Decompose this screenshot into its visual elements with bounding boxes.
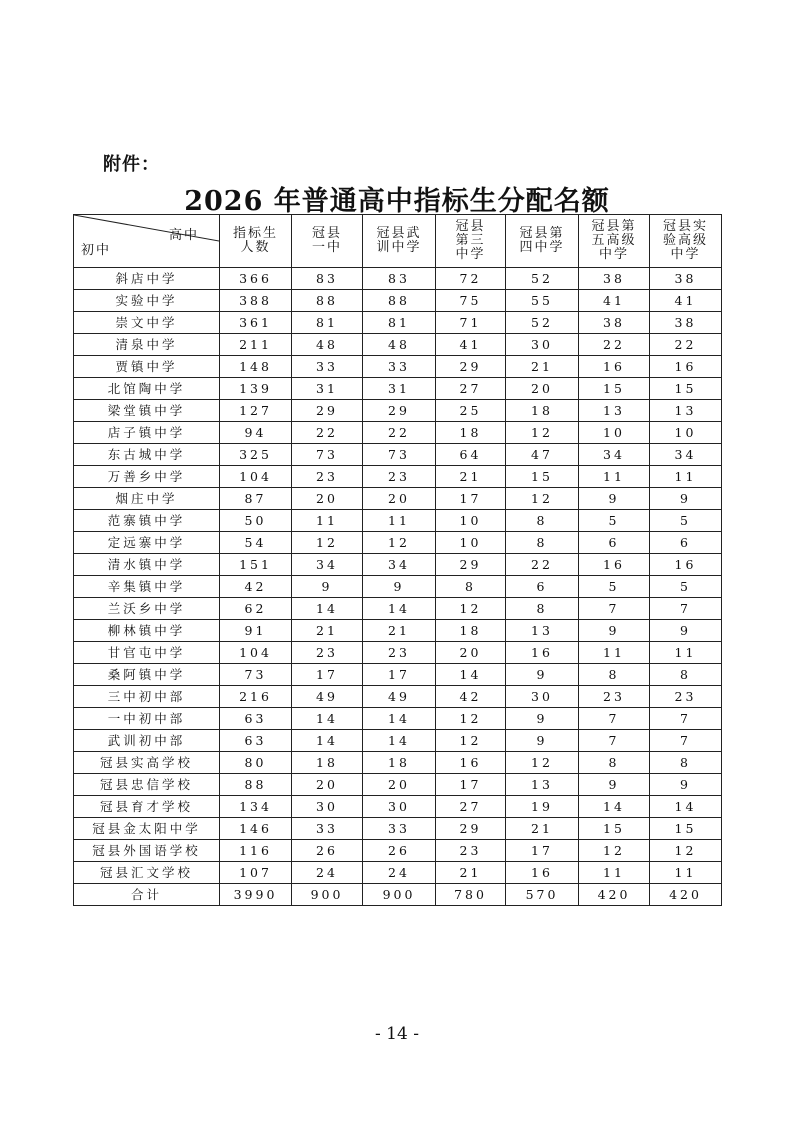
quota-value-cell: 20 (292, 774, 363, 796)
quota-value-cell: 27 (436, 378, 506, 400)
quota-value-cell: 17 (363, 664, 436, 686)
quota-value-cell: 50 (220, 510, 292, 532)
quota-value-cell: 26 (292, 840, 363, 862)
quota-value-cell: 900 (292, 884, 363, 906)
quota-value-cell: 14 (363, 730, 436, 752)
quota-value-cell: 15 (650, 818, 722, 840)
quota-value-cell: 49 (363, 686, 436, 708)
quota-value-cell: 73 (292, 444, 363, 466)
quota-value-cell: 83 (292, 268, 363, 290)
table-row (74, 774, 722, 796)
table-row (74, 620, 722, 642)
school-name-cell: 三中初中部 (74, 686, 220, 708)
school-name-cell: 贾镇中学 (74, 356, 220, 378)
quota-value-cell: 33 (363, 356, 436, 378)
quota-value-cell: 8 (650, 664, 722, 686)
school-name-cell: 辛集镇中学 (74, 576, 220, 598)
quota-value-cell: 7 (579, 730, 650, 752)
school-name-cell: 清泉中学 (74, 334, 220, 356)
quota-value-cell: 29 (292, 400, 363, 422)
quota-value-cell: 23 (363, 466, 436, 488)
school-name-cell: 一中初中部 (74, 708, 220, 730)
table-row (74, 488, 722, 510)
quota-value-cell: 18 (436, 620, 506, 642)
quota-value-cell: 11 (650, 642, 722, 664)
quota-value-cell: 420 (650, 884, 722, 906)
table-header-row (74, 215, 722, 268)
quota-value-cell: 6 (506, 576, 579, 598)
quota-value-cell: 30 (506, 334, 579, 356)
school-name-cell: 冠县外国语学校 (74, 840, 220, 862)
page-number: - 14 - (375, 1024, 419, 1044)
quota-value-cell: 52 (506, 268, 579, 290)
quota-value-cell: 15 (579, 378, 650, 400)
quota-table (73, 214, 722, 906)
quota-value-cell: 20 (363, 774, 436, 796)
quota-value-cell: 3990 (220, 884, 292, 906)
quota-value-cell: 48 (363, 334, 436, 356)
table-row (74, 444, 722, 466)
quota-value-cell: 8 (506, 598, 579, 620)
table-row (74, 576, 722, 598)
quota-value-cell: 38 (579, 312, 650, 334)
school-name-cell: 东古城中学 (74, 444, 220, 466)
quota-value-cell: 20 (363, 488, 436, 510)
quota-value-cell: 21 (436, 862, 506, 884)
quota-value-cell: 570 (506, 884, 579, 906)
quota-value-cell: 21 (363, 620, 436, 642)
table-row (74, 686, 722, 708)
quota-value-cell: 7 (650, 730, 722, 752)
quota-value-cell: 21 (292, 620, 363, 642)
quota-value-cell: 15 (506, 466, 579, 488)
quota-value-cell: 22 (363, 422, 436, 444)
quota-value-cell: 33 (363, 818, 436, 840)
table-row (74, 510, 722, 532)
quota-value-cell: 10 (436, 532, 506, 554)
table-row (74, 290, 722, 312)
quota-value-cell: 42 (436, 686, 506, 708)
quota-value-cell: 13 (650, 400, 722, 422)
quota-value-cell: 10 (579, 422, 650, 444)
column-header: 指标生 人数 (220, 215, 292, 268)
quota-value-cell: 30 (292, 796, 363, 818)
quota-value-cell: 9 (506, 730, 579, 752)
school-name-cell: 桑阿镇中学 (74, 664, 220, 686)
school-name-cell: 烟庄中学 (74, 488, 220, 510)
quota-value-cell: 55 (506, 290, 579, 312)
quota-value-cell: 81 (363, 312, 436, 334)
quota-value-cell: 211 (220, 334, 292, 356)
quota-value-cell: 22 (650, 334, 722, 356)
quota-value-cell: 21 (506, 818, 579, 840)
quota-value-cell: 73 (363, 444, 436, 466)
quota-value-cell: 23 (436, 840, 506, 862)
quota-value-cell: 5 (579, 576, 650, 598)
quota-value-cell: 16 (579, 554, 650, 576)
quota-value-cell: 16 (436, 752, 506, 774)
quota-value-cell: 13 (579, 400, 650, 422)
quota-value-cell: 38 (579, 268, 650, 290)
table-row (74, 664, 722, 686)
quota-value-cell: 20 (506, 378, 579, 400)
quota-value-cell: 134 (220, 796, 292, 818)
quota-value-cell: 71 (436, 312, 506, 334)
quota-value-cell: 21 (436, 466, 506, 488)
quota-value-cell: 33 (292, 356, 363, 378)
quota-value-cell: 41 (650, 290, 722, 312)
quota-value-cell: 104 (220, 466, 292, 488)
quota-value-cell: 325 (220, 444, 292, 466)
table-row (74, 312, 722, 334)
quota-value-cell: 151 (220, 554, 292, 576)
quota-value-cell: 29 (363, 400, 436, 422)
quota-value-cell: 16 (579, 356, 650, 378)
quota-value-cell: 14 (650, 796, 722, 818)
corner-label-high-school: 高中 (168, 228, 199, 243)
quota-value-cell: 11 (363, 510, 436, 532)
table-row (74, 532, 722, 554)
quota-value-cell: 116 (220, 840, 292, 862)
quota-value-cell: 34 (363, 554, 436, 576)
quota-value-cell: 11 (579, 466, 650, 488)
quota-value-cell: 12 (292, 532, 363, 554)
table-row (74, 730, 722, 752)
quota-value-cell: 81 (292, 312, 363, 334)
corner-label-junior-school: 初中 (81, 243, 112, 258)
quota-value-cell: 34 (292, 554, 363, 576)
quota-value-cell: 14 (363, 598, 436, 620)
quota-value-cell: 91 (220, 620, 292, 642)
quota-value-cell: 73 (220, 664, 292, 686)
school-name-cell: 冠县育才学校 (74, 796, 220, 818)
quota-value-cell: 31 (292, 378, 363, 400)
quota-value-cell: 33 (292, 818, 363, 840)
quota-value-cell: 19 (506, 796, 579, 818)
school-name-cell: 万善乡中学 (74, 466, 220, 488)
quota-value-cell: 9 (506, 708, 579, 730)
quota-value-cell: 9 (650, 620, 722, 642)
quota-value-cell: 104 (220, 642, 292, 664)
quota-value-cell: 20 (436, 642, 506, 664)
school-name-cell: 冠县实高学校 (74, 752, 220, 774)
quota-value-cell: 148 (220, 356, 292, 378)
quota-value-cell: 25 (436, 400, 506, 422)
quota-value-cell: 6 (579, 532, 650, 554)
quota-value-cell: 27 (436, 796, 506, 818)
quota-value-cell: 75 (436, 290, 506, 312)
quota-value-cell: 366 (220, 268, 292, 290)
quota-value-cell: 8 (650, 752, 722, 774)
school-name-cell: 冠县汇文学校 (74, 862, 220, 884)
quota-value-cell: 12 (506, 752, 579, 774)
table-row (74, 840, 722, 862)
quota-value-cell: 41 (579, 290, 650, 312)
quota-value-cell: 63 (220, 708, 292, 730)
quota-value-cell: 30 (506, 686, 579, 708)
school-name-cell: 崇文中学 (74, 312, 220, 334)
column-header: 冠县武 训中学 (363, 215, 436, 268)
table-row (74, 422, 722, 444)
quota-value-cell: 17 (292, 664, 363, 686)
quota-value-cell: 9 (506, 664, 579, 686)
quota-value-cell: 22 (506, 554, 579, 576)
quota-value-cell: 18 (436, 422, 506, 444)
quota-value-cell: 16 (506, 862, 579, 884)
quota-value-cell: 64 (436, 444, 506, 466)
quota-value-cell: 63 (220, 730, 292, 752)
quota-value-cell: 20 (292, 488, 363, 510)
quota-value-cell: 14 (292, 598, 363, 620)
attachment-label: 附件： (103, 154, 160, 175)
quota-value-cell: 12 (650, 840, 722, 862)
quota-value-cell: 13 (506, 774, 579, 796)
quota-value-cell: 23 (579, 686, 650, 708)
column-header: 冠县 第三 中学 (436, 215, 506, 268)
school-name-cell: 店子镇中学 (74, 422, 220, 444)
quota-value-cell: 7 (579, 708, 650, 730)
table-row (74, 268, 722, 290)
quota-value-cell: 107 (220, 862, 292, 884)
quota-value-cell: 38 (650, 268, 722, 290)
quota-value-cell: 23 (650, 686, 722, 708)
quota-value-cell: 5 (650, 510, 722, 532)
school-name-cell: 武训初中部 (74, 730, 220, 752)
column-header: 冠县第 四中学 (506, 215, 579, 268)
quota-value-cell: 21 (506, 356, 579, 378)
quota-value-cell: 146 (220, 818, 292, 840)
table-row (74, 796, 722, 818)
quota-value-cell: 127 (220, 400, 292, 422)
quota-value-cell: 9 (579, 774, 650, 796)
quota-value-cell: 62 (220, 598, 292, 620)
table-row (74, 378, 722, 400)
quota-value-cell: 12 (579, 840, 650, 862)
quota-value-cell: 11 (579, 642, 650, 664)
quota-value-cell: 18 (292, 752, 363, 774)
school-name-cell: 柳林镇中学 (74, 620, 220, 642)
table-row (74, 862, 722, 884)
table-row (74, 642, 722, 664)
school-name-cell: 兰沃乡中学 (74, 598, 220, 620)
table-row (74, 334, 722, 356)
quota-value-cell: 13 (506, 620, 579, 642)
quota-value-cell: 14 (436, 664, 506, 686)
quota-value-cell: 83 (363, 268, 436, 290)
school-name-cell: 甘官屯中学 (74, 642, 220, 664)
quota-value-cell: 14 (292, 708, 363, 730)
quota-value-cell: 10 (650, 422, 722, 444)
column-header: 冠县 一中 (292, 215, 363, 268)
table-row (74, 466, 722, 488)
quota-value-cell: 9 (650, 774, 722, 796)
quota-value-cell: 88 (363, 290, 436, 312)
quota-value-cell: 42 (220, 576, 292, 598)
quota-value-cell: 41 (436, 334, 506, 356)
table-body (74, 268, 722, 906)
column-header: 冠县第 五高级 中学 (579, 215, 650, 268)
quota-value-cell: 12 (436, 708, 506, 730)
quota-value-cell: 15 (579, 818, 650, 840)
quota-value-cell: 23 (292, 466, 363, 488)
quota-value-cell: 7 (650, 708, 722, 730)
quota-value-cell: 48 (292, 334, 363, 356)
quota-value-cell: 29 (436, 554, 506, 576)
quota-value-cell: 8 (506, 510, 579, 532)
table-row (74, 554, 722, 576)
quota-value-cell: 87 (220, 488, 292, 510)
quota-value-cell: 15 (650, 378, 722, 400)
school-name-cell: 范寨镇中学 (74, 510, 220, 532)
quota-value-cell: 9 (579, 620, 650, 642)
quota-value-cell: 24 (363, 862, 436, 884)
table-row (74, 400, 722, 422)
quota-value-cell: 216 (220, 686, 292, 708)
quota-value-cell: 7 (650, 598, 722, 620)
school-name-cell: 实验中学 (74, 290, 220, 312)
school-name-cell: 北馆陶中学 (74, 378, 220, 400)
quota-value-cell: 18 (363, 752, 436, 774)
corner-header-cell (74, 215, 220, 268)
quota-value-cell: 38 (650, 312, 722, 334)
quota-value-cell: 22 (579, 334, 650, 356)
quota-value-cell: 14 (363, 708, 436, 730)
quota-value-cell: 420 (579, 884, 650, 906)
column-header: 冠县实 验高级 中学 (650, 215, 722, 268)
school-name-cell: 清水镇中学 (74, 554, 220, 576)
quota-value-cell: 14 (292, 730, 363, 752)
quota-value-cell: 23 (292, 642, 363, 664)
quota-value-cell: 54 (220, 532, 292, 554)
quota-value-cell: 900 (363, 884, 436, 906)
quota-value-cell: 17 (436, 774, 506, 796)
quota-value-cell: 9 (292, 576, 363, 598)
quota-value-cell: 5 (579, 510, 650, 532)
quota-value-cell: 47 (506, 444, 579, 466)
quota-value-cell: 23 (363, 642, 436, 664)
school-name-cell: 斜店中学 (74, 268, 220, 290)
table-row (74, 356, 722, 378)
school-name-cell: 合计 (74, 884, 220, 906)
quota-value-cell: 12 (363, 532, 436, 554)
quota-value-cell: 8 (579, 752, 650, 774)
school-name-cell: 冠县忠信学校 (74, 774, 220, 796)
quota-value-cell: 8 (436, 576, 506, 598)
quota-value-cell: 16 (650, 554, 722, 576)
quota-value-cell: 88 (292, 290, 363, 312)
quota-value-cell: 9 (579, 488, 650, 510)
quota-value-cell: 8 (579, 664, 650, 686)
quota-value-cell: 9 (650, 488, 722, 510)
school-name-cell: 定远寨中学 (74, 532, 220, 554)
quota-value-cell: 94 (220, 422, 292, 444)
table-row (74, 708, 722, 730)
quota-value-cell: 22 (292, 422, 363, 444)
quota-value-cell: 12 (506, 422, 579, 444)
school-name-cell: 冠县金太阳中学 (74, 818, 220, 840)
quota-value-cell: 16 (506, 642, 579, 664)
quota-value-cell: 49 (292, 686, 363, 708)
quota-value-cell: 11 (650, 862, 722, 884)
quota-value-cell: 17 (436, 488, 506, 510)
quota-value-cell: 72 (436, 268, 506, 290)
total-row (74, 884, 722, 906)
quota-value-cell: 34 (579, 444, 650, 466)
quota-value-cell: 388 (220, 290, 292, 312)
quota-value-cell: 7 (579, 598, 650, 620)
quota-value-cell: 10 (436, 510, 506, 532)
quota-value-cell: 5 (650, 576, 722, 598)
quota-value-cell: 17 (506, 840, 579, 862)
quota-value-cell: 9 (363, 576, 436, 598)
quota-value-cell: 34 (650, 444, 722, 466)
quota-value-cell: 88 (220, 774, 292, 796)
quota-value-cell: 31 (363, 378, 436, 400)
school-name-cell: 梁堂镇中学 (74, 400, 220, 422)
document-title: 2026 年普通高中指标生分配名额 (184, 186, 610, 217)
quota-value-cell: 12 (436, 598, 506, 620)
quota-value-cell: 18 (506, 400, 579, 422)
table-row (74, 818, 722, 840)
table-row (74, 598, 722, 620)
quota-value-cell: 29 (436, 818, 506, 840)
table-row (74, 752, 722, 774)
quota-value-cell: 80 (220, 752, 292, 774)
quota-value-cell: 780 (436, 884, 506, 906)
quota-value-cell: 11 (292, 510, 363, 532)
quota-value-cell: 26 (363, 840, 436, 862)
quota-value-cell: 139 (220, 378, 292, 400)
quota-value-cell: 6 (650, 532, 722, 554)
quota-value-cell: 11 (650, 466, 722, 488)
quota-value-cell: 24 (292, 862, 363, 884)
quota-value-cell: 8 (506, 532, 579, 554)
quota-value-cell: 11 (579, 862, 650, 884)
quota-value-cell: 12 (436, 730, 506, 752)
quota-value-cell: 29 (436, 356, 506, 378)
quota-value-cell: 361 (220, 312, 292, 334)
quota-value-cell: 14 (579, 796, 650, 818)
quota-value-cell: 52 (506, 312, 579, 334)
quota-value-cell: 12 (506, 488, 579, 510)
quota-value-cell: 30 (363, 796, 436, 818)
quota-value-cell: 16 (650, 356, 722, 378)
